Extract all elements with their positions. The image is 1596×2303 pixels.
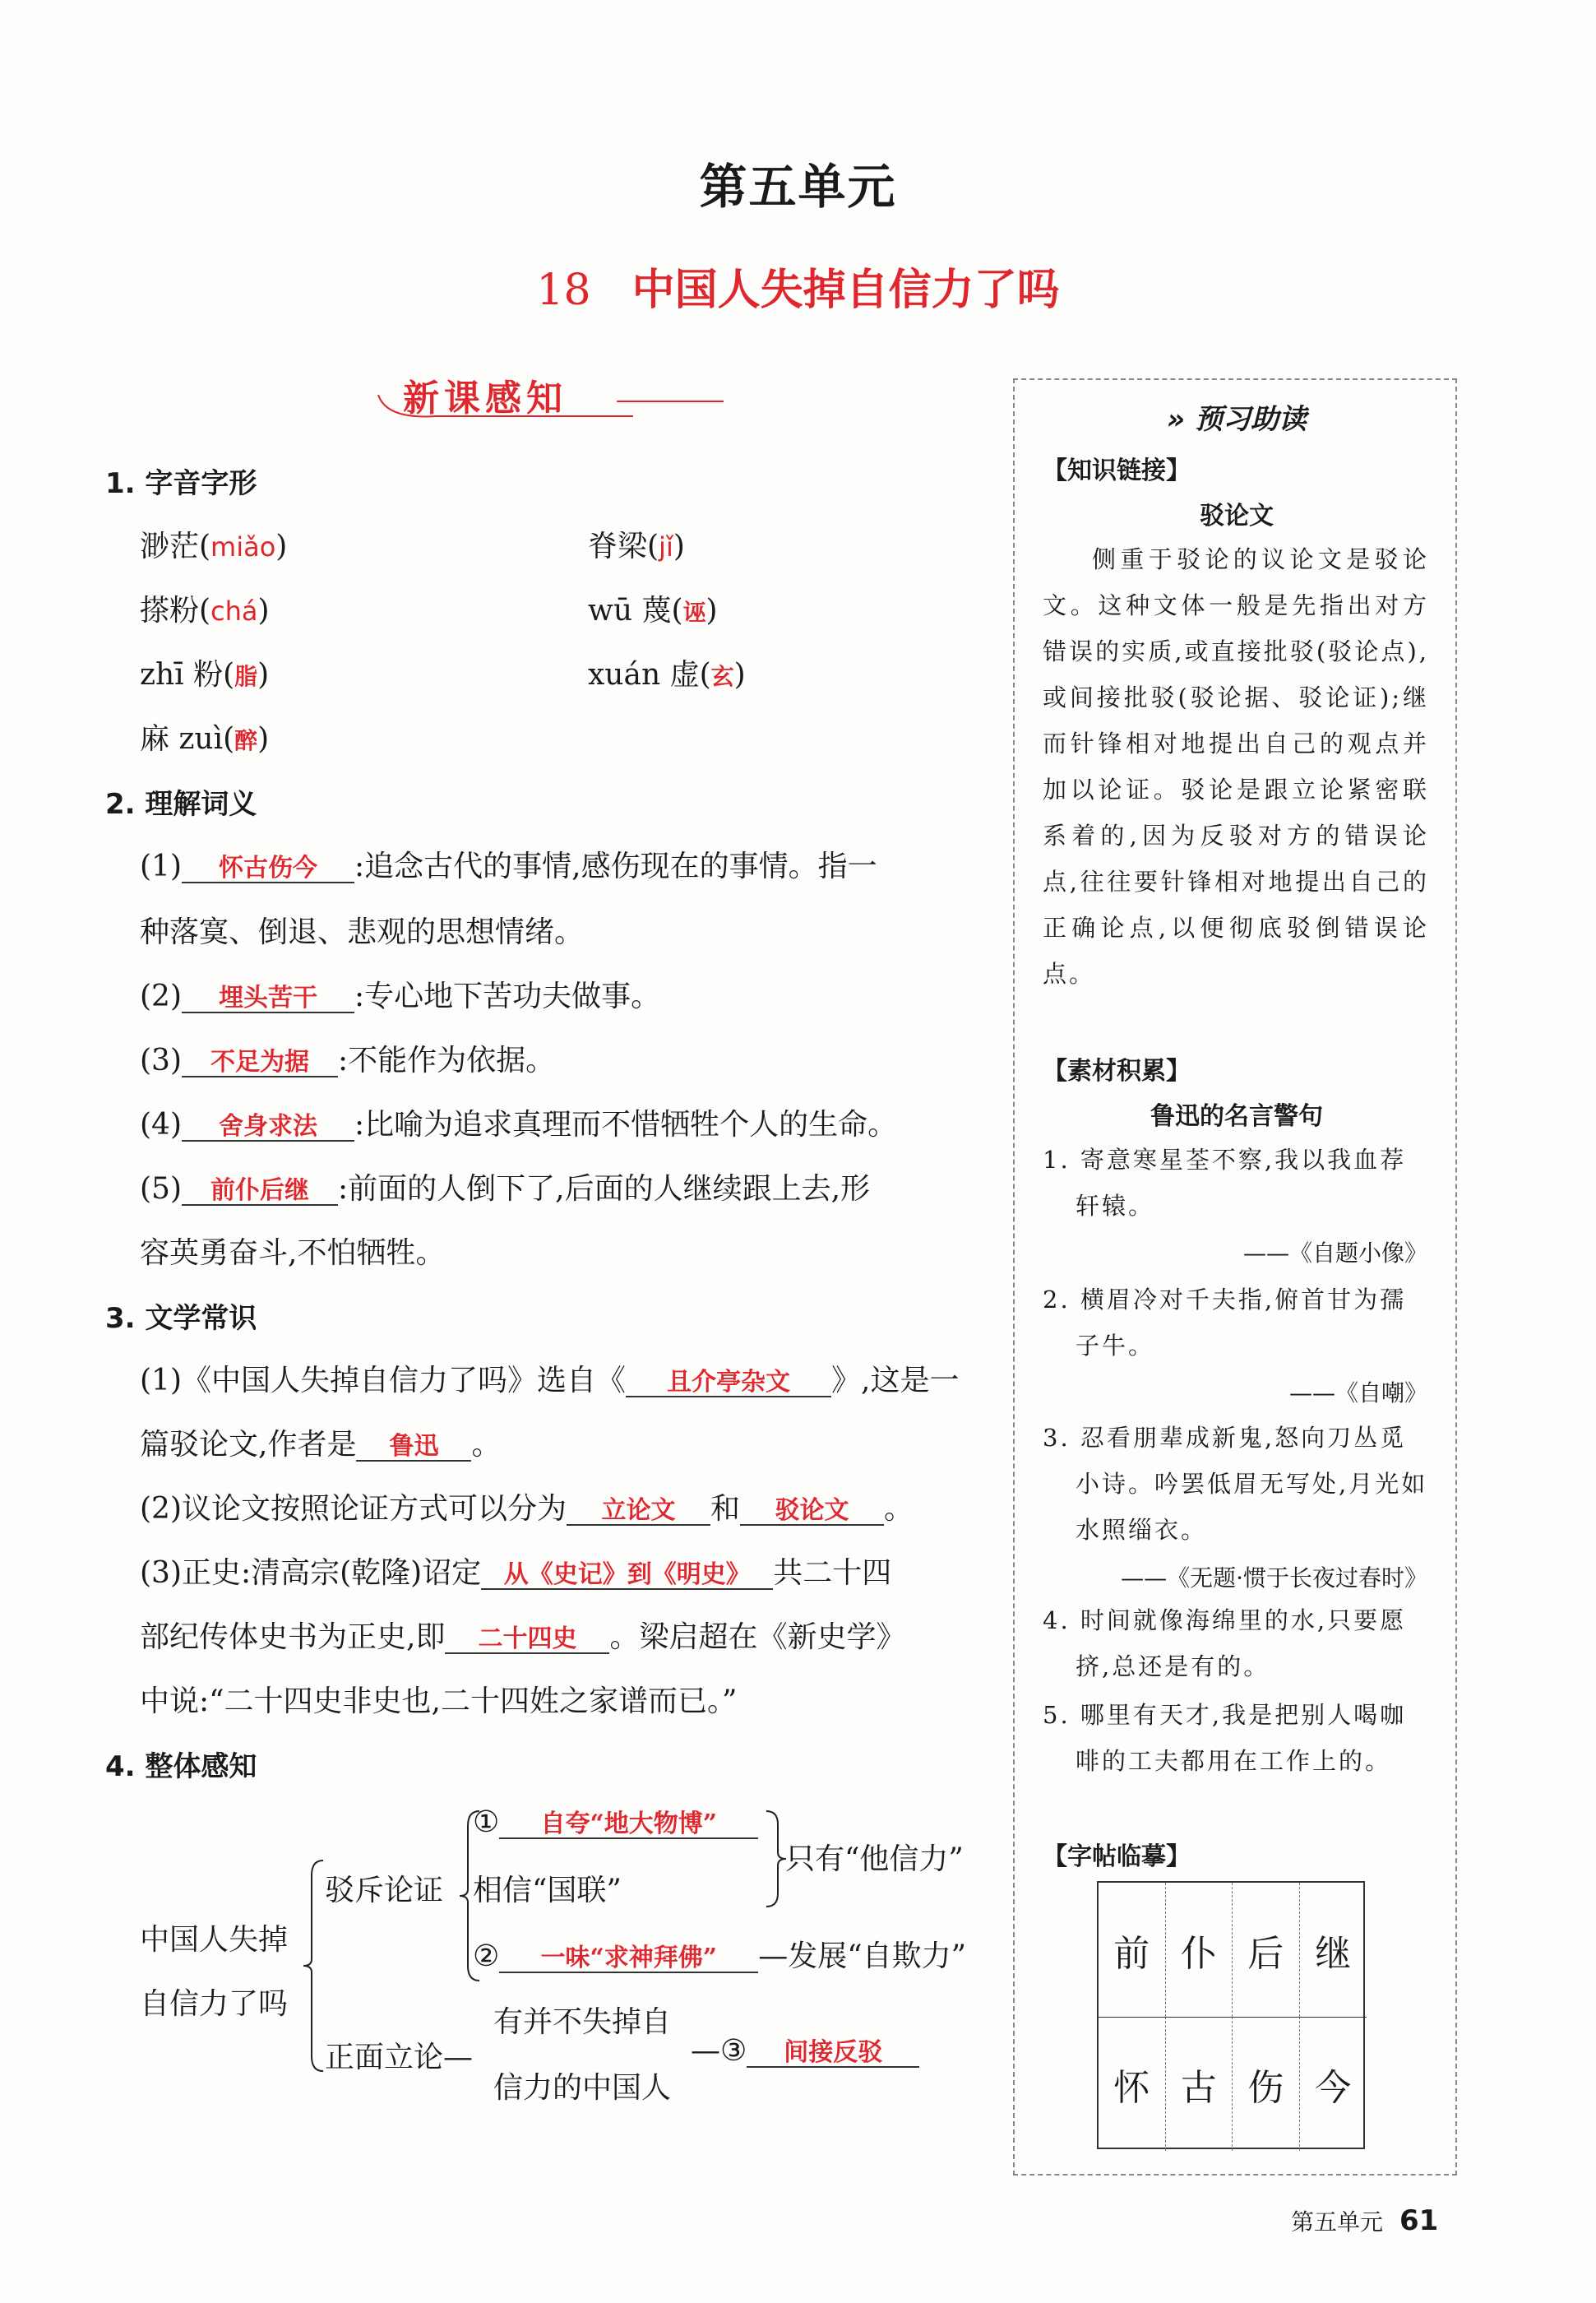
lesson-number: 18 (536, 266, 591, 315)
q3-line-4: (3)正史:清高宗(乾隆)诏定 从《史记》到《明史》 共二十四 (140, 1556, 892, 1590)
q3-line-2: 篇驳论文,作者是 鲁迅 。 (140, 1428, 502, 1462)
copybook-grid (1097, 1881, 1365, 2149)
copy-char: 古 (1166, 2017, 1233, 2151)
quote-2: 2. 横眉冷对千夫指,俯首甘为孺子牛。 (1043, 1286, 1407, 1360)
q4-child-4b: 信力的中国人 (493, 2071, 672, 2105)
q3-line-5: 部纪传体史书为正史,即 二十四史 。梁启超在《新史学》 (140, 1620, 906, 1654)
q3-line-1: (1)《中国人失掉自信力了吗》选自《 且介亭杂文 》,这是一 (140, 1364, 960, 1397)
quote-3-source: ——《无题·惯于长夜过春时》 (1121, 1564, 1427, 1592)
copy-char: 今 (1300, 2017, 1367, 2151)
sidebar-preview-guide (1013, 378, 1457, 2176)
q4-child-4-answer: —③ 间接反驳 (691, 2034, 919, 2068)
q2-item-1: (1) 怀古伤今 :追念古代的事情,感伤现在的事情。指一 (140, 850, 877, 883)
sidebar-text-argument: 侧重于驳论的议论文是驳论文。这种文体一般是先指出对方错误的实质,或直接批驳(驳论点),或间接批驳(驳论据、驳论证);继而针锋相对地提出自己的观点并加以论证。驳论是跟立论紧密联系着的,因为反驳对方的错误论点,往往要针锋相对地提出自己的正确论点,以便彻底驳倒错误论点。 (1043, 545, 1429, 988)
q4-child-3: ② 一味“求神拜佛” —发展“自欺力” (473, 1939, 967, 1973)
sidebar-tag-knowledge: 【知识链接】 (1043, 456, 1191, 485)
quote-2-source: ——《自嘲》 (1288, 1379, 1427, 1406)
q4-root-1: 中国人失掉 (140, 1923, 289, 1957)
q1-item-1: 渺茫(miǎo) (140, 530, 288, 563)
q2-item-1-cont: 种落寞、倒退、悲观的思想情绪。 (140, 915, 585, 949)
quote-4: 4. 时间就像海绵里的水,只要愿挤,总还是有的。 (1043, 1606, 1407, 1680)
q4-result-1: 只有“他信力” (785, 1842, 964, 1876)
q3-title: 3. 文学常识 (105, 1302, 257, 1335)
q2-item-4: (4) 舍身求法 :比喻为追求真理而不惜牺牲个人的生命。 (140, 1108, 898, 1142)
sidebar-sub-argument: 驳论文 (1200, 502, 1274, 531)
unit-title: 第五单元 (699, 159, 897, 215)
q4-child-1: ① 自夸“地大物博” (473, 1805, 758, 1839)
q4-root-brace (300, 1859, 325, 2073)
q1-item-5: zhī 粉(脂) (140, 658, 270, 692)
lesson-name: 中国人失掉自信力了吗 (631, 266, 1060, 315)
double-chevron-icon: » (1167, 403, 1186, 436)
lesson-title (0, 255, 1596, 317)
q1-item-3: 搽粉(chá) (140, 594, 270, 628)
sidebar-title: » 预习助读 (1167, 403, 1307, 436)
q1-item-2: 脊梁(jǐ) (588, 530, 685, 563)
copy-char: 后 (1233, 1883, 1300, 2017)
sidebar-tag-material: 【素材积累】 (1043, 1057, 1191, 1086)
copy-char: 仆 (1166, 1883, 1233, 2017)
sidebar-sub-quotes: 鲁迅的名言警句 (1150, 1102, 1323, 1131)
q2-item-5: (5) 前仆后继 :前面的人倒下了,后面的人继续跟上去,形 (140, 1172, 871, 1206)
quote-3: 3. 忍看朋辈成新鬼,怒向刀丛觅小诗。吟罢低眉无写处,月光如水照缁衣。 (1043, 1424, 1428, 1544)
q4-branch-1: 驳斥论证 (325, 1874, 444, 1907)
q2-item-5-cont: 容英勇奋斗,不怕牺牲。 (140, 1236, 446, 1270)
q4-child-2: 相信“国联” (473, 1874, 622, 1907)
page-footer (1291, 2204, 1438, 2237)
q3-line-6: 中说:“二十四史非史也,二十四姓之家谱而已。” (140, 1684, 738, 1718)
footer-unit: 第五单元 (1291, 2208, 1384, 2236)
copy-char: 怀 (1099, 2017, 1166, 2151)
q1-item-7: 麻 zuì(醉) (140, 722, 270, 756)
copy-char: 前 (1099, 1883, 1166, 2017)
q3-line-3: (2)议论文按照论证方式可以分为 立论文 和 驳论文 。 (140, 1492, 914, 1526)
sidebar-tag-copybook: 【字帖临摹】 (1043, 1842, 1191, 1871)
q4-child-4a: 有并不失掉自 (493, 2005, 672, 2039)
q4-branch-2: 正面立论— (325, 2041, 474, 2074)
q2-title: 2. 理解词义 (105, 788, 257, 821)
quote-5: 5. 哪里有天才,我是把别人喝咖啡的工夫都用在工作上的。 (1043, 1701, 1407, 1775)
section-banner (362, 362, 724, 419)
page-number: 61 (1399, 2204, 1439, 2237)
q4-root-2: 自信力了吗 (140, 1987, 289, 2021)
q2-item-3: (3) 不足为据 :不能作为依据。 (140, 1044, 556, 1077)
q1-title: 1. 字音字形 (105, 467, 257, 500)
q4-title: 4. 整体感知 (105, 1750, 257, 1783)
copy-char: 伤 (1233, 2017, 1300, 2151)
q2-item-2: (2) 埋头苦干 :专心地下苦功夫做事。 (140, 980, 661, 1013)
section-title: 新课感知 (403, 378, 567, 419)
q1-item-6: xuán 虚(玄) (588, 658, 746, 692)
copy-char: 继 (1315, 1932, 1352, 1975)
quote-1: 1. 寄意寒星荃不察,我以我血荐轩辕。 (1043, 1146, 1407, 1220)
q1-item-4: wū 蔑(诬) (588, 594, 718, 628)
quote-1-source: ——《自题小像》 (1242, 1240, 1427, 1267)
